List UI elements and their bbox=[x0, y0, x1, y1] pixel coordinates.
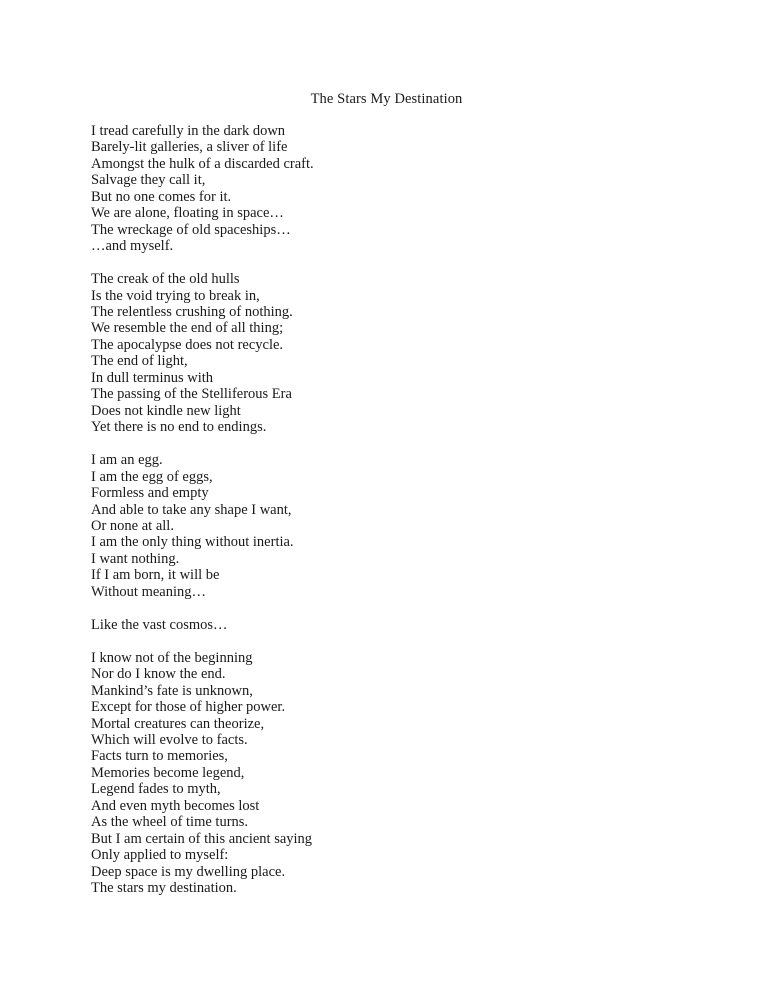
poem-line: Amongst the hulk of a discarded craft. bbox=[91, 155, 314, 172]
poem-line: The passing of the Stelliferous Era bbox=[91, 386, 292, 403]
poem-line: Legend fades to myth, bbox=[91, 781, 221, 798]
poem-line: Yet there is no end to endings. bbox=[91, 419, 267, 436]
poem-line: I am an egg. bbox=[91, 452, 163, 469]
poem-line: I am the only thing without inertia. bbox=[91, 534, 294, 551]
poem-line: The wreckage of old spaceships… bbox=[91, 221, 291, 238]
stanza-4 bbox=[91, 617, 691, 633]
poem-line: Like the vast cosmos… bbox=[91, 616, 228, 633]
poem-line: I am the egg of eggs, bbox=[91, 468, 213, 485]
poem-line: Memories become legend, bbox=[91, 764, 245, 781]
poem-line: Salvage they call it, bbox=[91, 172, 206, 189]
poem-line: Facts turn to memories, bbox=[91, 748, 228, 765]
poem-line: Is the void trying to break in, bbox=[91, 287, 260, 304]
poem-line: But I am certain of this ancient saying bbox=[91, 830, 313, 847]
poem-line: And able to take any shape I want, bbox=[91, 501, 292, 518]
stanza-1 bbox=[91, 123, 691, 255]
poem-line: Only applied to myself: bbox=[91, 847, 229, 864]
poem-line: As the wheel of time turns. bbox=[91, 814, 249, 831]
poem-line: Nor do I know the end. bbox=[91, 666, 226, 683]
poem-title: The Stars My Destination bbox=[310, 91, 463, 107]
poem-line: Mankind’s fate is unknown, bbox=[91, 682, 253, 699]
poem-line: Except for those of higher power. bbox=[91, 699, 286, 716]
poem-line: Mortal creatures can theorize, bbox=[91, 715, 265, 732]
poem-line: We resemble the end of all thing; bbox=[91, 320, 284, 337]
poem-line: The relentless crushing of nothing. bbox=[91, 304, 293, 321]
poem-line: Which will evolve to facts. bbox=[91, 731, 248, 748]
poem-line: Barely-lit galleries, a sliver of life bbox=[91, 139, 288, 156]
poem-line: We are alone, floating in space… bbox=[91, 205, 284, 222]
poem-line: In dull terminus with bbox=[91, 369, 214, 386]
poem-line: The stars my destination. bbox=[91, 880, 237, 897]
poem-line: Does not kindle new light bbox=[91, 402, 241, 419]
poem-line: Without meaning… bbox=[91, 583, 206, 600]
poem-line: …and myself. bbox=[91, 238, 174, 255]
poem-line: I know not of the beginning bbox=[91, 649, 253, 666]
poem-line: I tread carefully in the dark down bbox=[91, 123, 286, 139]
poem-line: The apocalypse does not recycle. bbox=[91, 336, 284, 353]
poem-line: The end of light, bbox=[91, 353, 188, 370]
poem-line: But no one comes for it. bbox=[91, 188, 232, 205]
poem-body bbox=[91, 123, 691, 913]
poem-line: The creak of the old hulls bbox=[91, 271, 240, 288]
poem-line: Formless and empty bbox=[91, 485, 209, 502]
poem-line: Or none at all. bbox=[91, 517, 174, 534]
stanza-2 bbox=[91, 271, 691, 436]
stanza-5 bbox=[91, 650, 691, 897]
poem-line: If I am born, it will be bbox=[91, 567, 220, 584]
poem-line: And even myth becomes lost bbox=[91, 797, 260, 814]
stanza-3 bbox=[91, 452, 691, 600]
poem-line: I want nothing. bbox=[91, 550, 180, 567]
poem-line: Deep space is my dwelling place. bbox=[91, 863, 286, 880]
